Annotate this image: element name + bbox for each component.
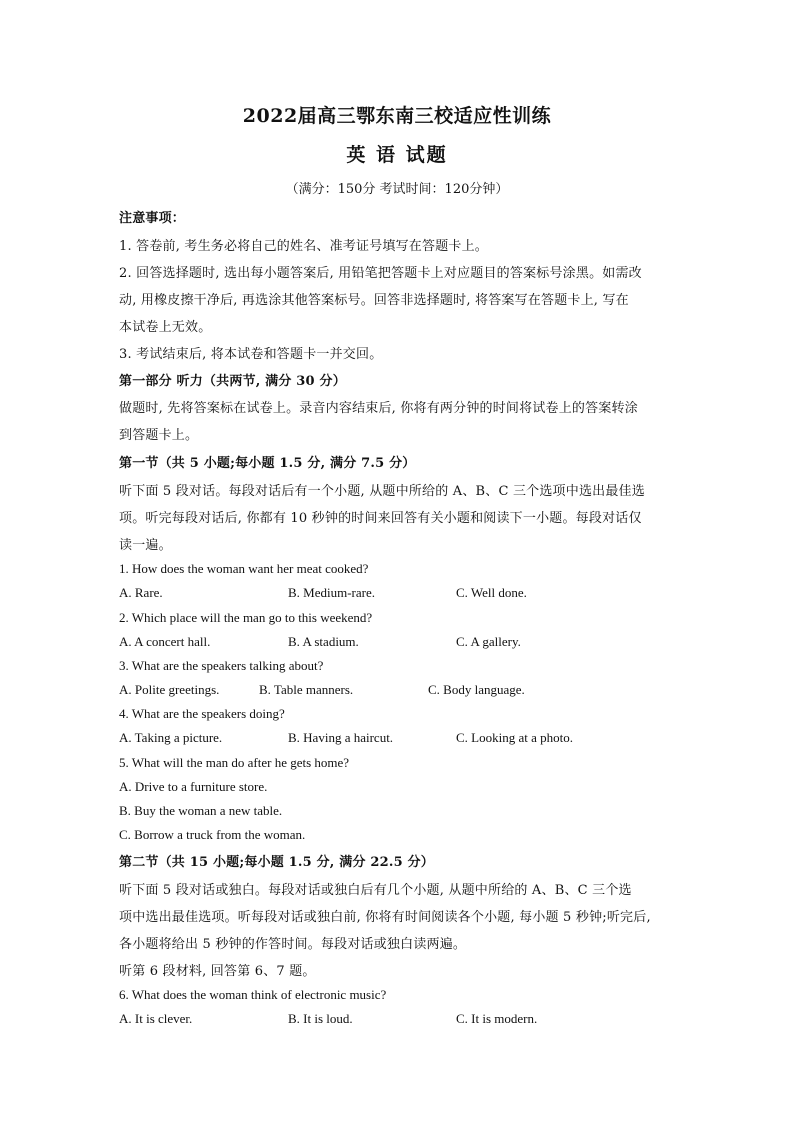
section2-intro-line-3: 各小题将给出 5 秒钟的作答时间。每段对话或独白读两遍。 [119, 937, 467, 952]
option-b: B. A stadium. [288, 634, 359, 649]
page-title: 2022届高三鄂东南三校适应性训练 [242, 105, 552, 127]
option-a: A. Rare. [119, 585, 163, 600]
option-b: B. Having a haircut. [288, 730, 394, 745]
option-a: A. A concert hall. [119, 634, 211, 649]
option-c: C. Body language. [428, 682, 525, 697]
section1-intro-line-1: 听下面 5 段对话。每段对话后有一个小题, 从题中所给的 A、B、C 三个选项中选出最佳选 [119, 484, 645, 499]
part1-heading: 第一部分 听力（共两节, 满分 30 分） [119, 374, 346, 389]
question-stem: 1. How does the woman want her meat cooked? [119, 561, 369, 576]
option-b: B. Medium-rare. [288, 585, 376, 600]
option-b: B. Table manners. [259, 682, 354, 697]
question-stem: 3. What are the speakers talking about? [119, 658, 324, 673]
question-stem: 5. What will the man do after he gets home? [119, 755, 350, 770]
section2-intro-line-1: 听下面 5 段对话或独白。每段对话或独白后有几个小题, 从题中所给的 A、B、C 三个选 [119, 883, 632, 898]
section1-intro-line-2: 项。听完每段对话后, 你都有 10 秒钟的时间来回答有关小题和阅读下一小题。每段对话仅 [119, 511, 642, 526]
question-stem: 2. Which place will the man go to this weekend? [119, 610, 373, 625]
option-c: C. Looking at a photo. [456, 730, 573, 745]
question-stem: 4. What are the speakers doing? [119, 706, 285, 721]
option-b: B. It is loud. [288, 1011, 353, 1026]
notice-item-2-line-1: 2. 回答选择题时, 选出每小题答案后, 用铅笔把答题卡上对应题目的答案标号涂黑。如需改 [119, 266, 642, 281]
option-a: A. Taking a picture. [119, 730, 223, 745]
section1-intro-line-3: 读一遍。 [119, 538, 172, 553]
option-c: C. Well done. [456, 585, 527, 600]
section2-material: 听第 6 段材料, 回答第 6、7 题。 [119, 964, 316, 979]
option-c: C. It is modern. [456, 1011, 538, 1026]
option-c: C. A gallery. [456, 634, 521, 649]
option-a: A. Drive to a furniture store. [119, 779, 268, 794]
part1-intro-line-2: 到答题卡上。 [119, 428, 199, 443]
option-a: A. It is clever. [119, 1011, 193, 1026]
notice-item-2-line-2: 动, 用橡皮擦干净后, 再选涂其他答案标号。回答非选择题时, 将答案写在答题卡上, 写在 [119, 293, 629, 308]
notice-item-3: 3. 考试结束后, 将本试卷和答题卡一并交回。 [119, 347, 383, 362]
page-subtitle: 英 语 试题 [346, 144, 448, 166]
option-a: A. Polite greetings. [119, 682, 220, 697]
exam-meta: （满分：150分 考试时间：120分钟） [285, 182, 509, 197]
option-b: B. Buy the woman a new table. [119, 803, 283, 818]
notice-heading: 注意事项： [119, 211, 186, 226]
part1-intro-line-1: 做题时, 先将答案标在试卷上。录音内容结束后, 你将有两分钟的时间将试卷上的答案转涂 [119, 401, 638, 416]
notice-item-1: 1. 答卷前, 考生务必将自己的姓名、准考证号填写在答题卡上。 [119, 239, 489, 254]
notice-item-2-line-3: 本试卷上无效。 [119, 320, 212, 335]
question-stem: 6. What does the woman think of electronic music? [119, 987, 387, 1002]
section1-heading: 第一节（共 5 小题;每小题 1.5 分, 满分 7.5 分） [119, 456, 416, 471]
section2-heading: 第二节（共 15 小题;每小题 1.5 分, 满分 22.5 分） [119, 855, 434, 870]
section2-intro-line-2: 项中选出最佳选项。听每段对话或独白前, 你将有时间阅读各个小题, 每小题 5 秒钟;听完后, [119, 910, 651, 925]
option-c: C. Borrow a truck from the woman. [119, 827, 306, 842]
